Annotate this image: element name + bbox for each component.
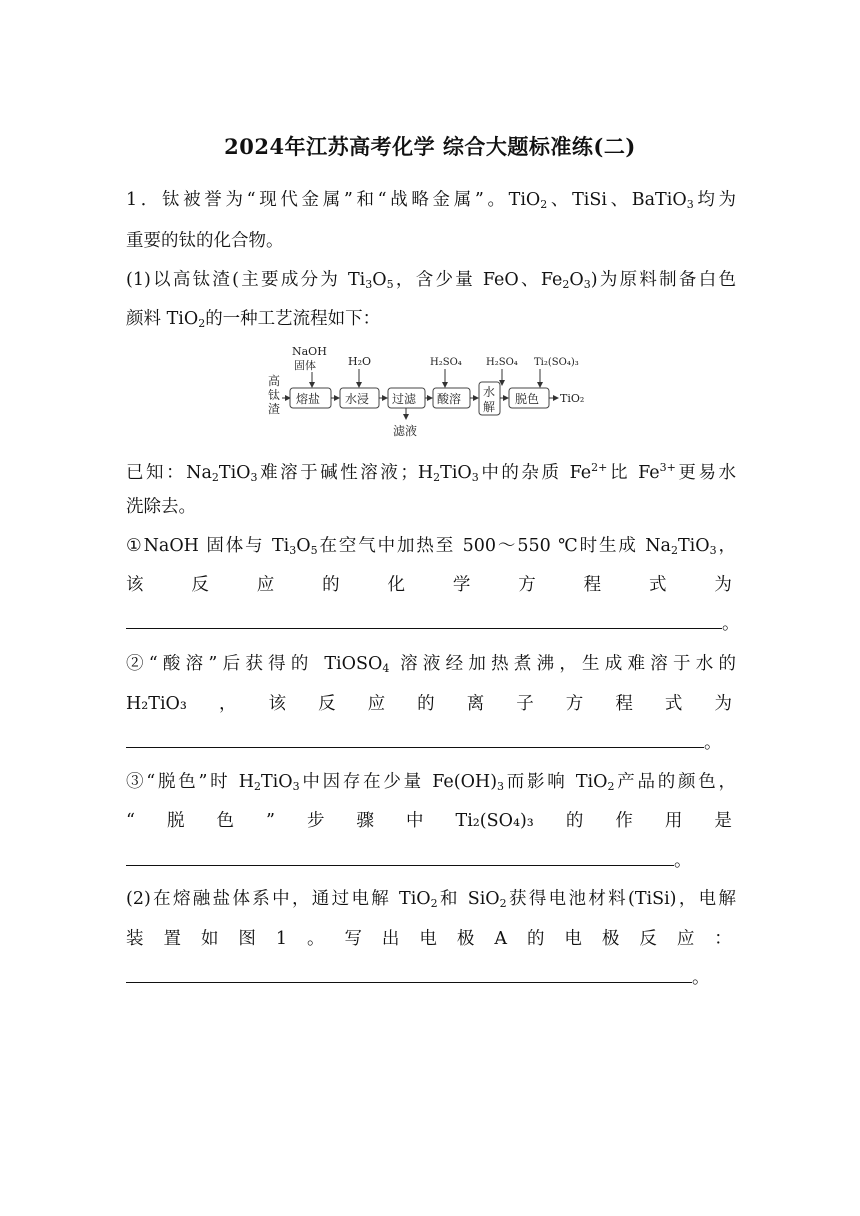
flow-input-naoh: NaOH	[292, 345, 327, 358]
flow-product: TiO₂	[560, 392, 585, 405]
q1-line-2: 重要的钛的化合物。	[126, 231, 284, 251]
flow-input-solid: 固体	[294, 359, 316, 372]
part1-line-1: (1)以高钛渣(主要成分为 $Ti_3O_5$，含少量 FeO、$Fe_2O_3$)为原料制备白色	[126, 270, 736, 291]
part2-answer-blank[interactable]	[126, 962, 692, 983]
sub3-answer-line: 。	[126, 845, 736, 876]
flow-step-hydrolysis-1: 水	[483, 385, 496, 399]
flow-step-decolor: 脱色	[515, 392, 540, 406]
sub2-line-2: H₂TiO₃ ， 该 反 应 的 离 子 方 程 式 为	[126, 694, 732, 714]
flow-input-h2o: H₂O	[348, 355, 372, 368]
known-line-1: 已知：$Na_2TiO_3$难溶于碱性溶液；$H_2TiO_3$中的杂质 $Fe^{2+}$比 $Fe^{3+}$更易水	[126, 461, 736, 484]
sub2-answer-blank[interactable]	[126, 727, 704, 748]
sub1-line-2: 该 反 应 的 化 学 方 程 式 为	[126, 575, 732, 595]
part2-line-2: 装 置 如 图 1 。 写 出 电 极 A 的 电 极 反 应 ：	[126, 929, 732, 949]
page-title: 2024年江苏高考化学 综合大题标准练(二)	[224, 134, 636, 159]
sub1-answer-line: 。	[126, 608, 736, 639]
q1-line-1: 1．钛被誉为“现代金属”和“战略金属”。TiO$_2$、TiSi、BaTiO$_3$均为	[126, 190, 737, 211]
flow-step-water-leach: 水浸	[345, 392, 370, 406]
sub2-answer-line: 。	[126, 727, 736, 758]
sub3-answer-blank[interactable]	[126, 845, 674, 866]
flow-raw-1: 高	[268, 374, 281, 388]
flow-step-filter: 过滤	[392, 392, 417, 406]
known-line-2: 洗除去。	[126, 497, 196, 517]
part2-line-1: (2)在熔融盐体系中，通过电解 TiO$_2$和 SiO$_2$获得电池材料(TiSi)，电解	[126, 889, 737, 910]
flow-raw-2: 钛	[268, 388, 281, 402]
sub1-answer-blank[interactable]	[126, 608, 722, 629]
flow-raw-3: 渣	[268, 402, 281, 416]
flow-step-acid-dissolve: 酸溶	[437, 392, 462, 406]
part2-answer-line: 。	[126, 962, 736, 993]
sub2-line-1: ②“酸溶”后获得的 TiOSO$_4$ 溶液经加热煮沸，生成难溶于水的	[126, 654, 736, 675]
flow-input-ti2so43: Ti₂(SO₄)₃	[534, 357, 579, 368]
process-flow-diagram	[262, 338, 602, 442]
flow-step-hydrolysis-2: 解	[483, 400, 496, 414]
sub1-line-1: ①NaOH 固体与 $Ti_3O_5$在空气中加热至 500～550 ℃时生成 $Na_2TiO_3$，	[126, 536, 736, 557]
flow-filtrate: 滤液	[393, 424, 418, 438]
sub3-line-2: “ 脱 色 ” 步 骤 中 Ti₂(SO₄)₃ 的 作 用 是	[126, 811, 732, 831]
flow-step-melt: 熔盐	[296, 392, 321, 406]
flow-input-h2so4-1: H₂SO₄	[430, 357, 462, 368]
part1-line-2: 颜料 TiO$_2$的一种工艺流程如下：	[126, 309, 381, 330]
sub3-line-1: ③“脱色”时 $H_2TiO_3$中因存在少量 $Fe(OH)_3$而影响 TiO$_2$产品的颜色，	[126, 772, 737, 793]
flow-input-h2so4-2: H₂SO₄	[486, 357, 518, 368]
